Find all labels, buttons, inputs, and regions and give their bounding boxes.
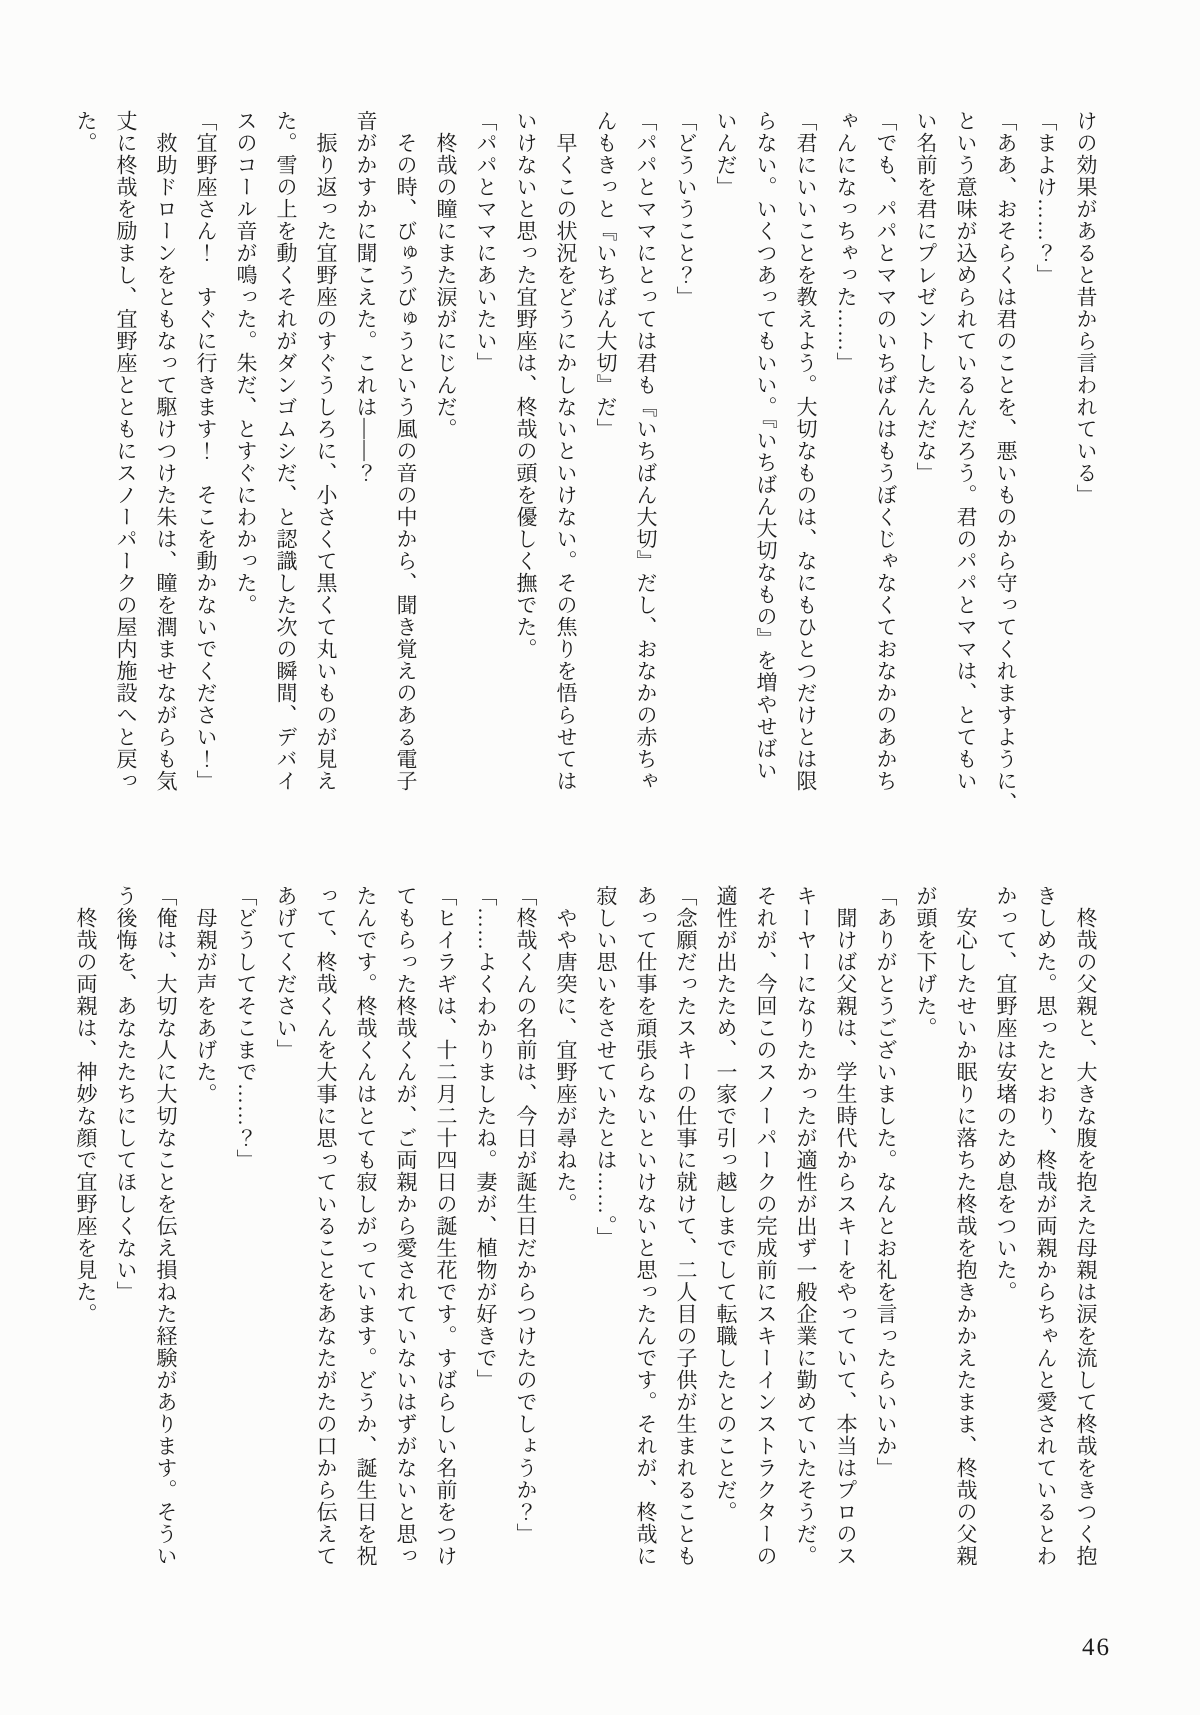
text-line: 「君にいいことを教えよう。大切なものは、なにもひとつだけとは限 — [794, 110, 818, 792]
text-line: その時、びゅうびゅうという風の音の中から、聞き覚えのある電子 — [394, 110, 418, 792]
text-line: あって仕事を頑張らないといけないと思ったんです。それが、柊哉に — [634, 885, 658, 1567]
text-line: 適性が出たため、一家で引っ越しまでして転職したとのことだ。 — [714, 885, 738, 1523]
text-block-bottom — [66, 885, 1106, 1601]
text-line: 「でも、パパとママのいちばんはもうぼくじゃなくておなかのあかち — [874, 110, 898, 792]
text-line: キーヤーになりたかったが適性が出ず一般企業に勤めていたそうだ。 — [794, 885, 818, 1567]
text-line: 柊哉の父親と、大きな腹を抱えた母親は涙を流して柊哉をきつく抱 — [1074, 885, 1098, 1567]
text-line: 早くこの状況をどうにかしないといけない。その焦りを悟らせては — [554, 110, 578, 792]
text-line: 「柊哉くんの名前は、今日が誕生日だからつけたのでしょうか？」 — [514, 885, 538, 1545]
text-line: やや唐突に、宜野座が尋ねた。 — [554, 885, 578, 1215]
text-line: 「ヒイラギは、十二月二十四日の誕生花です。すばらしい名前をつけ — [434, 885, 458, 1567]
text-line: た。雪の上を動くそれがダンゴムシだ、と認識した次の瞬間、デバイ — [274, 110, 298, 792]
text-line: 「念願だったスキーの仕事に就けて、二人目の子供が生まれることも — [674, 885, 698, 1567]
text-line: 柊哉の瞳にまた涙がにじんだ。 — [434, 110, 458, 440]
text-line: あげてください」 — [274, 885, 298, 1061]
text-line: それが、今回このスノーパークの完成前にスキーインストラクターの — [754, 885, 778, 1567]
text-line: 「どうしてそこまで……？」 — [234, 885, 258, 1171]
text-line: 「ああ、おそらくは君のことを、悪いものから守ってくれますように、 — [994, 110, 1018, 814]
text-line: 音がかすかに聞こえた。これは——？ — [354, 110, 378, 484]
text-line: てもらった柊哉くんが、ご両親から愛されていないはずがないと思っ — [394, 885, 418, 1567]
text-block-top — [66, 110, 1106, 822]
text-line: らない。いくつあってもいい。『いちばん大切なもの』を増やせばい — [754, 110, 778, 782]
text-line: ゃんになっちゃった……」 — [834, 110, 858, 374]
text-line: 「まよけ……？」 — [1034, 110, 1058, 286]
text-line: 母親が声をあげた。 — [194, 885, 218, 1105]
text-line: たんです。柊哉くんはとても寂しがっています。どうか、誕生日を祝 — [354, 885, 378, 1567]
text-line: 聞けば父親は、学生時代からスキーをやっていて、本当はプロのス — [834, 885, 858, 1567]
text-line: けの効果があると昔から言われている」 — [1074, 110, 1098, 506]
page-number: 46 — [1082, 1634, 1111, 1661]
text-line: いけないと思った宜野座は、柊哉の頭を優しく撫でた。 — [514, 110, 538, 660]
text-line: んもきっと『いちばん大切』だ」 — [594, 110, 618, 440]
text-line: 「……よくわかりましたね。妻が、植物が好きで」 — [474, 885, 498, 1391]
text-line: 振り返った宜野座のすぐうしろに、小さくて黒くて丸いものが見え — [314, 110, 338, 792]
text-line: 「どういうこと？」 — [674, 110, 698, 308]
text-line: かって、宜野座は安堵のため息をついた。 — [994, 885, 1018, 1303]
text-line: って、柊哉くんを大事に思っていることをあなたがたの口から伝えて — [314, 885, 338, 1567]
text-line: という意味が込められているんだろう。君のパパとママは、とてもい — [954, 110, 978, 792]
text-line: 柊哉の両親は、神妙な顔で宜野座を見た。 — [74, 885, 98, 1325]
text-line: 寂しい思いをさせていたとは……。」 — [594, 885, 618, 1249]
text-line: う後悔を、あなたたちにしてほしくない」 — [114, 885, 138, 1303]
text-line: 「ありがとうございました。なんとお礼を言ったらいいか」 — [874, 885, 898, 1479]
text-line: 救助ドローンをともなって駆けつけた朱は、瞳を潤ませながらも気 — [154, 110, 178, 792]
text-line: 「俺は、大切な人に大切なことを伝え損ねた経験があります。そうい — [154, 885, 178, 1567]
text-line: が頭を下げた。 — [914, 885, 938, 1039]
text-line: いんだ」 — [714, 110, 738, 198]
text-line: た。 — [74, 110, 98, 154]
text-line: 丈に柊哉を励まし、宜野座とともにスノーパークの屋内施設へと戻っ — [114, 110, 138, 792]
text-line: 安心したせいか眠りに落ちた柊哉を抱きかかえたまま、柊哉の父親 — [954, 885, 978, 1567]
text-line: スのコール音が鳴った。朱だ、とすぐにわかった。 — [234, 110, 258, 616]
text-line: 「宜野座さん！ すぐに行きます！ そこを動かないでください！」 — [194, 110, 218, 792]
text-line: 「パパとママにとっては君も『いちばん大切』だし、おなかの赤ちゃ — [634, 110, 658, 792]
text-line: い名前を君にプレゼントしたんだな」 — [914, 110, 938, 484]
text-line: きしめた。思ったとおり、柊哉が両親からちゃんと愛されているとわ — [1034, 885, 1058, 1567]
text-line: 「パパとママにあいたい」 — [474, 110, 498, 374]
